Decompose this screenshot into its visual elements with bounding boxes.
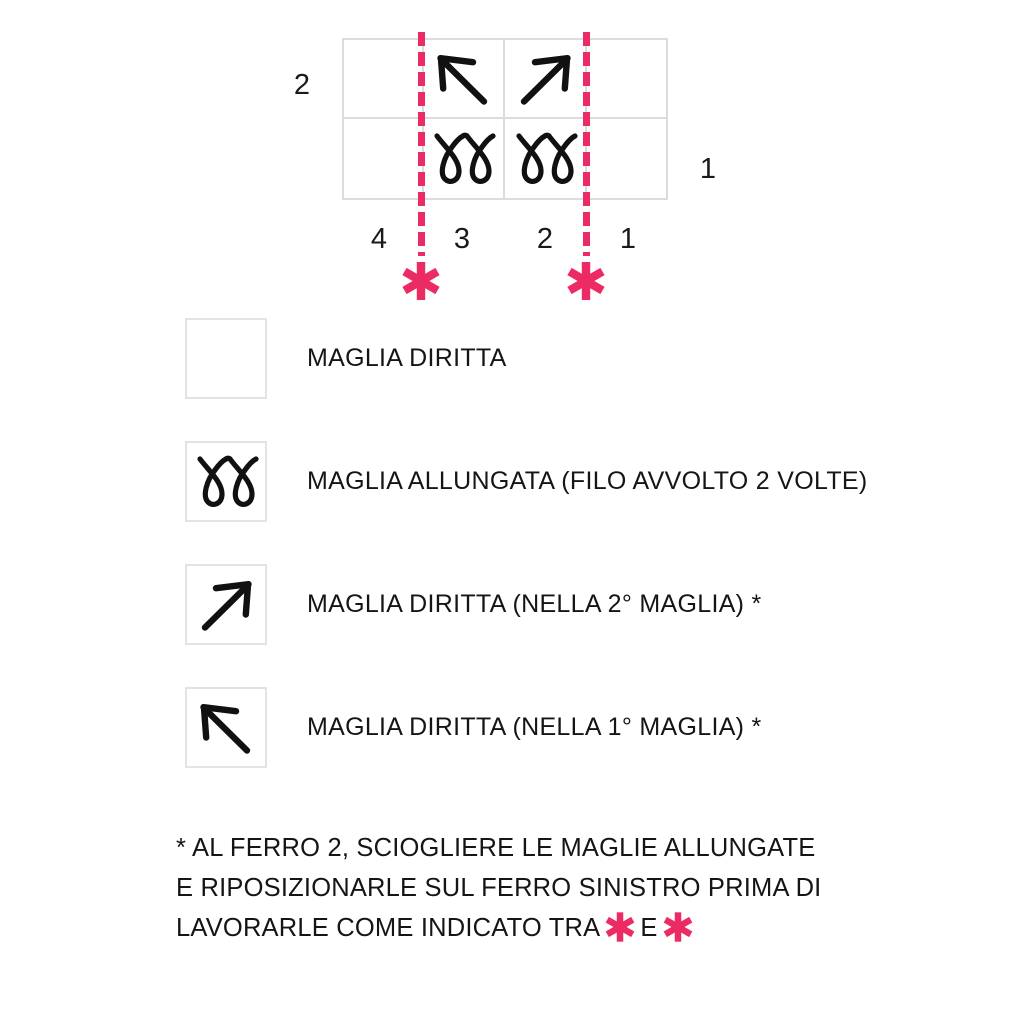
arrow-up-left-icon — [435, 52, 491, 106]
legend-swatch-arrow-up-left — [185, 687, 267, 768]
legend-swatch-arrow-up-right — [185, 564, 267, 645]
asterisk-marker-left-icon — [399, 259, 443, 303]
footnote-line-1: * AL FERRO 2, SCIOGLIERE LE MAGLIE ALLUNGATE — [176, 834, 816, 862]
footnote-line-3-text-before: LAVORARLE COME INDICATO TRA — [176, 914, 601, 942]
legend-item-knit-second — [185, 564, 965, 645]
elongated-stitch-icon — [432, 131, 494, 187]
legend-item-knit-first — [185, 687, 965, 768]
column-label-1: 1 — [619, 223, 637, 255]
row-label-1: 1 — [699, 153, 717, 185]
chart-cell-r2-c4 — [342, 38, 424, 119]
footnote — [176, 828, 966, 948]
legend-label-knit-second: MAGLIA DIRITTA (NELLA 2° MAGLIA) * — [307, 589, 762, 618]
repeat-boundary-line-right — [583, 32, 590, 256]
chart-grid — [342, 38, 668, 200]
legend-swatch-blank — [185, 318, 267, 399]
stitch-chart — [0, 0, 1030, 310]
footnote-line-2: E RIPOSIZIONARLE SUL FERRO SINISTRO PRIMA DI — [176, 874, 822, 902]
footnote-asterisk-end-icon — [661, 910, 695, 944]
arrow-up-left-icon — [198, 701, 254, 755]
chart-cell-r1-c2 — [505, 119, 587, 200]
legend-label-knit: MAGLIA DIRITTA — [307, 343, 507, 372]
footnote-line-3 — [176, 908, 966, 948]
column-label-2: 2 — [536, 223, 554, 255]
column-label-3: 3 — [453, 223, 471, 255]
legend-item-knit — [185, 318, 965, 399]
chart-cell-r1-c3 — [424, 119, 506, 200]
elongated-stitch-icon — [514, 131, 576, 187]
legend-label-knit-first: MAGLIA DIRITTA (NELLA 1° MAGLIA) * — [307, 712, 762, 741]
footnote-asterisk-start-icon — [603, 910, 637, 944]
footnote-line-3-text-between: E — [640, 914, 658, 942]
arrow-up-right-icon — [198, 578, 254, 632]
chart-cell-r2-c3 — [424, 38, 506, 119]
arrow-up-right-icon — [517, 52, 573, 106]
legend-swatch-elongated — [185, 441, 267, 522]
column-label-4: 4 — [370, 223, 388, 255]
legend-label-elongated: MAGLIA ALLUNGATA (FILO AVVOLTO 2 VOLTE) — [307, 466, 868, 495]
chart-cell-r1-c4 — [342, 119, 424, 200]
elongated-stitch-icon — [195, 454, 257, 510]
chart-cell-r2-c2 — [505, 38, 587, 119]
legend — [185, 318, 965, 810]
asterisk-marker-right-icon — [564, 259, 608, 303]
repeat-boundary-line-left — [418, 32, 425, 256]
chart-cell-r1-c1 — [587, 119, 669, 200]
row-label-2: 2 — [293, 69, 311, 101]
chart-cell-r2-c1 — [587, 38, 669, 119]
legend-item-elongated — [185, 441, 965, 522]
